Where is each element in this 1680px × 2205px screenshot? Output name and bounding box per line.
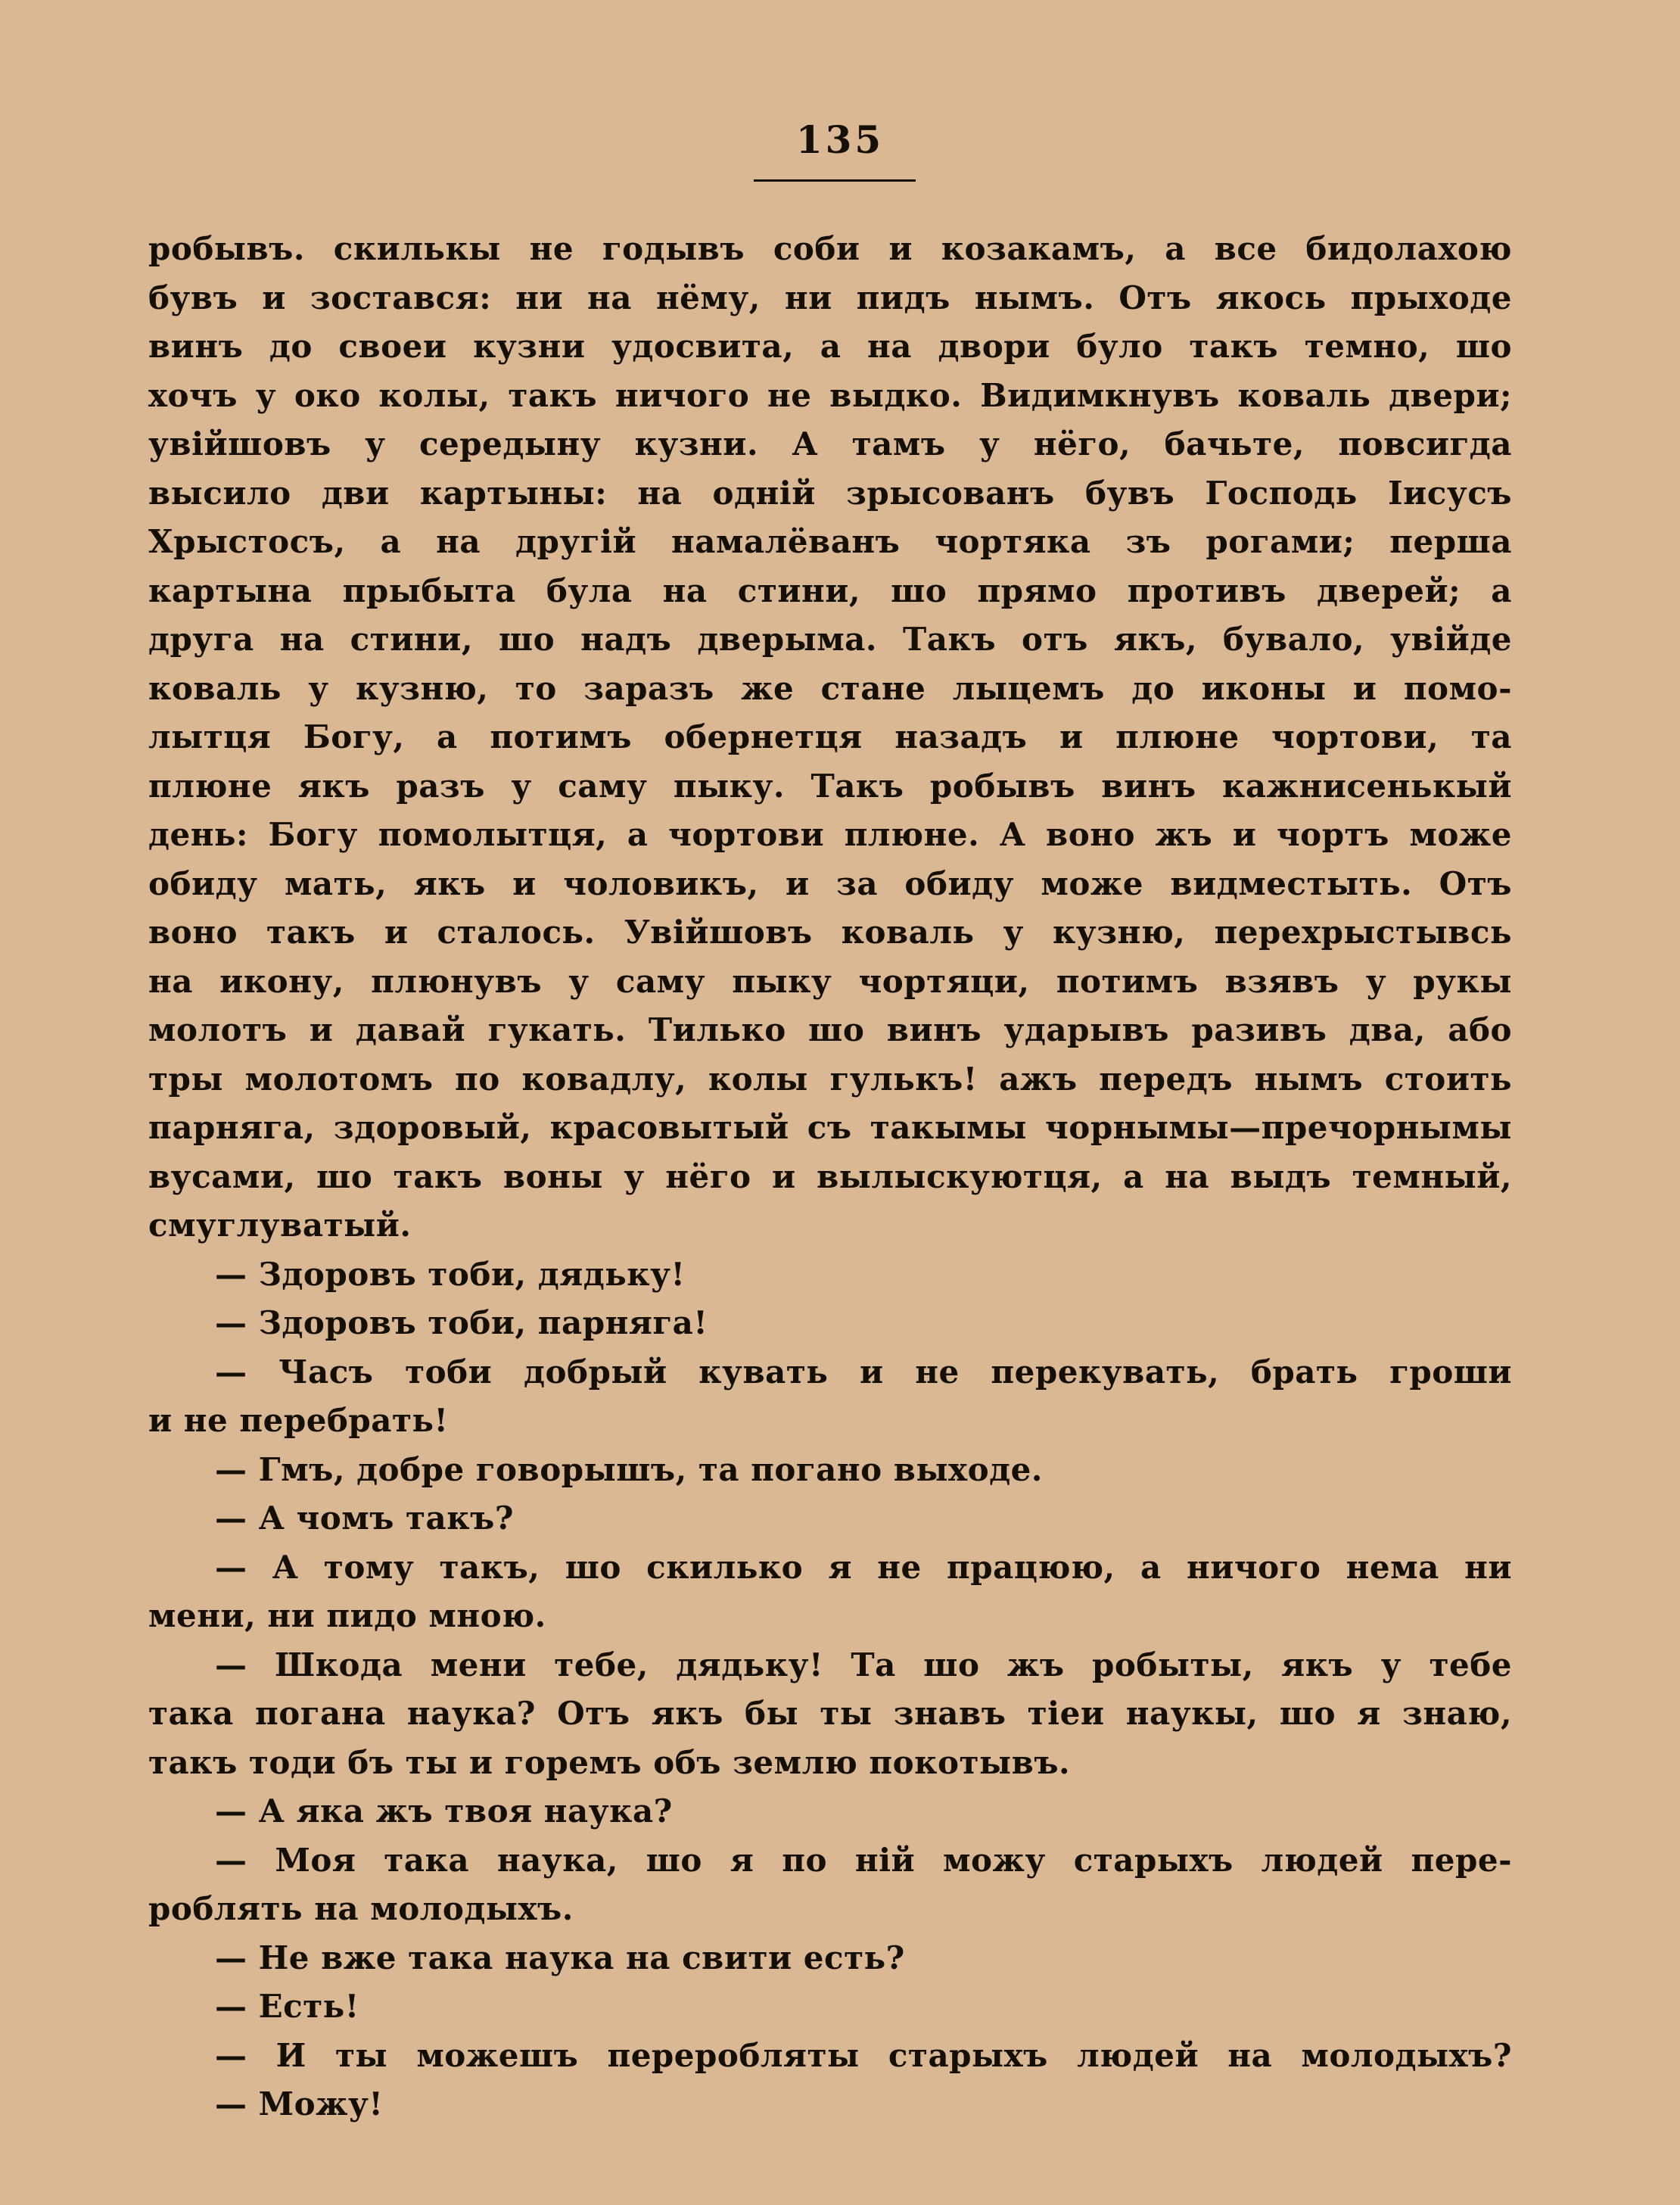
text-line: — Здоровъ тоби, дядьку! <box>215 1255 686 1293</box>
text-line: высило дви картыны: на одній зрысованъ бувъ Господь Іисусъ <box>148 474 1512 512</box>
text-line: на икону, плюнувъ у саму пыку чортяци, потимъ взявъ у рукы <box>148 962 1512 1000</box>
text-line: молотъ и давай гукать. Тилько шо винъ ударывъ разивъ два, або <box>148 1011 1512 1048</box>
text-line: — А яка жъ твоя наука? <box>215 1792 673 1830</box>
text-line: и не перебрать! <box>148 1402 449 1439</box>
text-line: такъ тоди бъ ты и горемъ объ землю покотывъ. <box>148 1743 1071 1781</box>
text-line: Хрыстосъ, а на другій намалёванъ чортяка зъ рогами; перша <box>148 523 1512 560</box>
page-number-rule <box>754 179 916 182</box>
text-line: — Часъ тоби добрый кувать и не перекувать, брать гроши <box>215 1353 1512 1391</box>
text-line: винъ до своеи кузни удосвита, а на двори було такъ темно, шо <box>148 328 1512 365</box>
text-line: вусами, шо такъ воны у нёго и вылыскуютця, а на выдъ темный, <box>148 1157 1512 1195</box>
text-line: — Шкода мени тебе, дядьку! Та шо жъ робыты, якъ у тебе <box>215 1646 1512 1683</box>
text-line: воно такъ и сталось. Увійшовъ коваль у кузню, перехрыстывсь <box>148 914 1512 951</box>
text-line: — А чомъ такъ? <box>215 1500 514 1537</box>
text-line: день: Богу помолытця, а чортови плюне. А воно жъ и чортъ може <box>148 816 1512 853</box>
text-line: бувъ и зостався: ни на нёму, ни пидъ нымъ. Отъ якось прыходе <box>148 279 1512 316</box>
text-line: парняга, здоровый, красовытый съ такымы чорнымы—пречорнымы <box>148 1109 1512 1146</box>
text-line: — Можу! <box>215 2085 384 2122</box>
text-line: — Гмъ, добре говорышъ, та погано выходе. <box>215 1450 1043 1488</box>
text-line: мени, ни пидо мною. <box>148 1597 546 1634</box>
text-line: смуглуватый. <box>148 1207 412 1244</box>
text-line: роблять на молодыхъ. <box>148 1890 574 1927</box>
text-line: — Не вже така наука на свити есть? <box>215 1939 905 1976</box>
text-line: друга на стини, шо надъ дверыма. Такъ отъ якъ, бувало, увійде <box>148 621 1512 658</box>
text-line: увійшовъ у середыну кузни. А тамъ у нёго, бачьте, повсигда <box>148 425 1512 462</box>
text-line: картына прыбыта була на стини, шо прямо противъ дверей; а <box>148 571 1512 609</box>
text-line: лытця Богу, а потимъ обернетця назадъ и плюне чортови, та <box>148 718 1512 755</box>
text-line: обиду мать, якъ и чоловикъ, и за обиду може видместыть. Отъ <box>148 864 1512 902</box>
body-text <box>148 225 1512 2129</box>
text-line: — А тому такъ, шо скилько я не працюю, а ничого нема ни <box>215 1548 1512 1586</box>
text-line: тры молотомъ по ковадлу, колы гулькъ! ажъ передъ нымъ стоить <box>148 1060 1512 1098</box>
text-line: — Моя така наука, шо я по ній можу старыхъ людей пере- <box>215 1841 1512 1879</box>
text-line: робывъ. скилькы не годывъ соби и козакамъ, а все бидолахою <box>148 230 1512 267</box>
page-number: 135 <box>795 117 885 162</box>
text-line: хочъ у око колы, такъ ничого не выдко. Видимкнувъ коваль двери; <box>148 376 1512 414</box>
text-line: плюне якъ разъ у саму пыку. Такъ робывъ винъ кажнисенькый <box>148 767 1512 805</box>
text-line: — И ты можешъ переробляты старыхъ людей на молодыхъ? <box>215 2036 1512 2074</box>
text-line: — Здоровъ тоби, парняга! <box>215 1304 708 1341</box>
text-line: така погана наука? Отъ якъ бы ты знавъ тіеи наукы, шо я знаю, <box>148 1695 1512 1732</box>
text-line: — Есть! <box>215 1988 359 2025</box>
text-line: коваль у кузню, то заразъ же стане лыцемъ до иконы и помо- <box>148 669 1512 707</box>
